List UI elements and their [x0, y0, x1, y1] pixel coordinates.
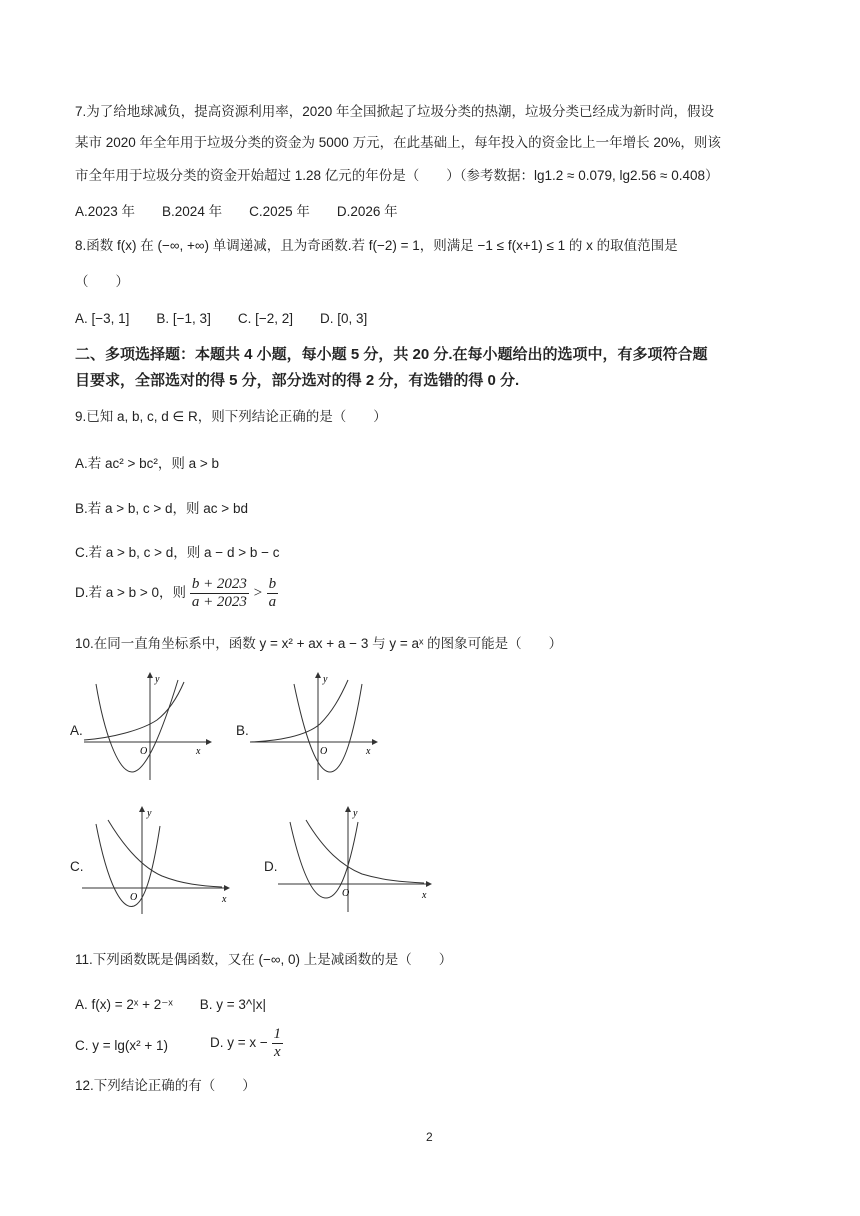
- graph-b-y-arrow: [315, 672, 321, 678]
- q9-option-c: C.若 a > b, c > d，则 a − d > b − c: [75, 545, 280, 560]
- graph-d: [276, 806, 436, 916]
- graph-b-parabola: [294, 684, 362, 772]
- graph-d-label: D.: [264, 859, 278, 874]
- fraction-numerator: 1: [273, 1026, 282, 1042]
- graph-d-x-label: x: [422, 890, 427, 901]
- graph-a-x-arrow: [206, 739, 212, 745]
- graph-a-label: A.: [70, 723, 83, 738]
- graph-a-exponential: [84, 682, 184, 740]
- graph-b: [248, 672, 378, 782]
- q7-options: A.2023 年 B.2024 年 C.2025 年 D.2026 年: [75, 204, 398, 219]
- graph-b-origin-label: O: [320, 746, 328, 757]
- graph-d-origin-label: O: [342, 888, 350, 899]
- q9-option-b: B.若 a > b, c > d，则 ac > bd: [75, 501, 248, 516]
- graph-b-exponential: [250, 680, 348, 742]
- graph-c-x-label: x: [222, 894, 227, 905]
- q12-stem: 12.下列结论正确的有（ ）: [75, 1078, 256, 1093]
- fraction-denominator: x: [273, 1044, 281, 1060]
- graph-a-x-label: x: [196, 746, 201, 757]
- q11-option-d-fraction: [272, 1026, 284, 1061]
- graph-c-y-arrow: [139, 806, 145, 812]
- graph-c: [82, 806, 232, 916]
- graph-d-y-label: y: [353, 808, 358, 819]
- fraction-numerator: b + 2023: [191, 576, 247, 592]
- graph-c-parabola: [96, 824, 160, 906]
- q10-stem: 10.在同一直角坐标系中，函数 y = x² + ax + a − 3 与 y = aˣ 的图象可能是（ ）: [75, 636, 563, 651]
- graph-b-label: B.: [236, 723, 249, 738]
- q7-line3: 市全年用于垃圾分类的资金开始超过 1.28 亿元的年份是（ ）（参考数据：lg1.2 ≈ 0.079, lg2.56 ≈ 0.408）: [75, 168, 719, 183]
- graph-b-y-label: y: [323, 674, 328, 685]
- graph-a-parabola: [96, 680, 178, 772]
- section2-heading-line2: 目要求，全部选对的得 5 分，部分选对的得 2 分，有选错的得 0 分.: [75, 372, 520, 389]
- graph-a: [82, 672, 212, 782]
- fraction-denominator: a: [268, 594, 277, 610]
- graph-a-origin-label: O: [140, 746, 148, 757]
- section2-heading-line1: 二、多项选择题：本题共 4 小题，每小题 5 分，共 20 分.在每小题给出的选项中，有多项符合题: [75, 346, 708, 363]
- q11-stem: 11.下列函数既是偶函数，又在 (−∞, 0) 上是减函数的是（ ）: [75, 952, 453, 967]
- fraction-denominator: a + 2023: [191, 594, 247, 610]
- graph-b-x-label: x: [366, 746, 371, 757]
- greater-than-sign: >: [252, 585, 263, 602]
- q9-option-d-prefix: D.若 a > b > 0，则: [75, 585, 187, 601]
- q9-option-d-fraction-left: [190, 576, 249, 611]
- q8-line1: 8.函数 f(x) 在 (−∞, +∞) 单调递减，且为奇函数.若 f(−2) = 1，则满足 −1 ≤ f(x+1) ≤ 1 的 x 的取值范围是: [75, 238, 678, 253]
- q7-line1: 7.为了给地球减负，提高资源利用率，2020 年全国掀起了垃圾分类的热潮，垃圾分类已经成为新时尚，假设: [75, 104, 715, 119]
- q11-options-ab: A. f(x) = 2ˣ + 2⁻ˣ B. y = 3^|x|: [75, 997, 267, 1012]
- q9-option-a: A.若 ac² > bc²，则 a > b: [75, 456, 220, 471]
- q8-options: A. [−3, 1] B. [−1, 3] C. [−2, 2] D. [0, 3]: [75, 311, 368, 326]
- graph-d-y-arrow: [345, 806, 351, 812]
- graph-c-exponential: [108, 820, 222, 887]
- fraction-numerator: b: [268, 576, 277, 592]
- q7-line2: 某市 2020 年全年用于垃圾分类的资金为 5000 万元，在此基础上，每年投入的资金比上一年增长 20%，则该: [75, 135, 721, 150]
- q9-stem: 9.已知 a, b, c, d ∈ R，则下列结论正确的是（ ）: [75, 409, 387, 424]
- graph-d-exponential: [306, 820, 424, 883]
- graph-c-origin-label: O: [130, 892, 138, 903]
- q9-option-d-fraction-right: [267, 576, 279, 611]
- q11-option-d-prefix: D. y = x −: [210, 1035, 268, 1051]
- graph-c-x-arrow: [224, 885, 230, 891]
- page-number: 2: [426, 1130, 433, 1144]
- graph-c-y-label: y: [147, 808, 152, 819]
- q11-option-c: C. y = lg(x² + 1): [75, 1038, 169, 1053]
- graph-a-y-arrow: [147, 672, 153, 678]
- graph-a-y-label: y: [155, 674, 160, 685]
- graph-d-x-arrow: [426, 881, 432, 887]
- q8-line2: （ ）: [75, 274, 129, 289]
- q11-option-d: [210, 1026, 283, 1061]
- q9-option-d: [75, 576, 278, 611]
- graph-b-x-arrow: [372, 739, 378, 745]
- graph-c-label: C.: [70, 859, 84, 874]
